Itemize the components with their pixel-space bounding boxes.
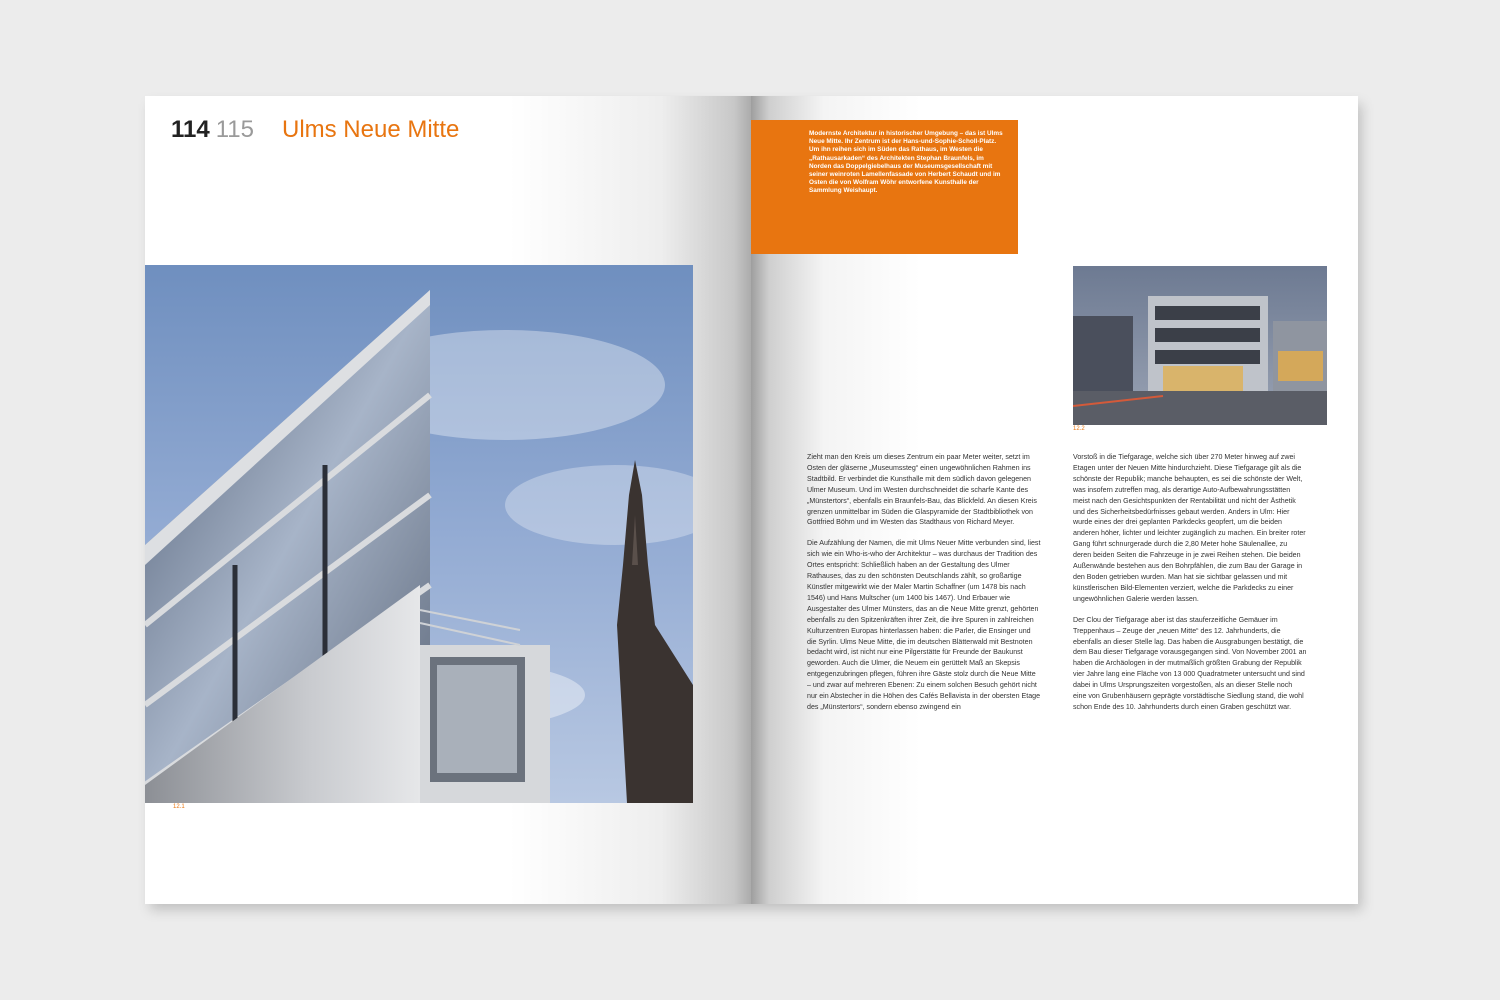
paragraph: Die Aufzählung der Namen, die mit Ulms Neuer Mitte verbunden sind, liest sich wie ein Who-is-who der Architektur – was durchaus der Tradition des Ortes entspricht: Schließlich haben an der Gestaltung des Ulmer Rathauses, das zu den schönsten Deutschlands zählt, so großartige Künstler mitgewirkt wie der Maler Martin Schaffner (um 1478 bis nach 1546) und Hans Multscher (um 1400 bis 1467). Und Erbauer wie Ausgestalter des Ulmer Münsters, das an die Neue Mitte grenzt, gehörten ebenfalls zu den Spitzenkräften ihrer Zeit, die ihre Spuren in zahlreichen Kulturzentren Europas hinterlassen haben: die Parler, die Ensinger und die Syrlin. Ulms Neue Mitte, die im deutschen Blätterwald mit Bestnoten bedacht wird, ist nicht nur eine Pilgerstätte für Freunde der Baukunst geworden. Auch die Ulmer, die Neuem ein gerüttelt Maß an Skepsis entgegenzubringen pflegen, führen ihre Gäste stolz durch die Neue Mitte – und zwar auf mehreren Ebenen: Zu einem solchen Besuch gehört nicht nur ein Abstecher in die Höhen des Cafés Bellavista in der obersten Etage des „Münstertors“, sondern ebenso zwingend ein [807, 539, 1041, 711]
paragraph: Der Clou der Tiefgarage aber ist das stauferzeitliche Gemäuer im Treppenhaus – Zeuge der „neuen Mitte“ des 12. Jahrhunderts, die ebenfalls an dieser Stelle lag. Das haben die Ausgrabungen bestätigt, die dem Bau dieser Tiefgarage vorausgegangen sind. Von November 2001 an haben die Archäologen in der mutmaßlich größten Grabung der Republik vier Jahre lang eine Fläche von 13 000 Quadratmeter untersucht und sind dabei in Ulms Ursprungszeiten vorgestoßen, als an dieser Stelle noch eine von Grubenhäusern geprägte vorstädtische Siedlung stand, die wohl schon Ende des 10. Jahrhunderts durch einen Graben geschützt war. [1073, 615, 1307, 711]
right-page [751, 96, 1358, 904]
page-header [171, 116, 459, 144]
text-column-2 [1073, 452, 1307, 723]
paragraph: Zieht man den Kreis um dieses Zentrum ein paar Meter weiter, setzt im Osten der gläserne „Museumssteg“ einen ungewöhnlichen Rahmen ins Stadtbild. Er verbindet die Kunsthalle mit dem südlich davon gelegenen Ulmer Museum. Und im Westen durchschneidet die scharfe Kante des „Münstertors“, ebenfalls ein Braunfels-Bau, das Blickfeld. An diesen Kreis grenzen unmittelbar im Süden die Glaspyramide der Stadtbibliothek von Gottfried Böhm und im Westen das Stadthaus von Richard Meyer. [807, 453, 1037, 527]
page-number-right: 115 [215, 116, 254, 143]
intro-box [751, 120, 1018, 254]
photo-caption-label: 12.1 [173, 804, 185, 810]
building-facade-photo [145, 265, 693, 803]
neue-mitte-evening-photo [1073, 266, 1327, 425]
page-title: Ulms Neue Mitte [281, 116, 460, 143]
intro-text: Modernste Architektur in historischer Umgebung – das ist Ulms Neue Mitte. Ihr Zentrum ist der Hans-und-Sophie-Scholl-Platz. Um ihn reihen sich im Süden das Rathaus, im Westen die „Rathausarkaden“ des Architekten Stephan Braunfels, im Norden das Doppelgiebelhaus der Museumsgesellschaft mit seiner weinroten Lamellenfassade von Herbert Schaudt und im Osten die von Wolfram Wöhr entworfene Kunsthalle der Sammlung Weishaupt. [809, 130, 1003, 195]
small-photo-caption-label: 12.2 [1073, 426, 1085, 432]
left-page [145, 96, 752, 904]
text-column-1 [807, 452, 1041, 723]
page-number-left: 114 [171, 116, 210, 143]
paragraph: Vorstoß in die Tiefgarage, welche sich über 270 Meter hinweg auf zwei Etagen unter der Neuen Mitte hindurchzieht. Diese Tiefgarage gilt als die schönste der Republik; manche behaupten, es sei die schönste der Welt, was insofern zutreffen mag, als derartige Auto-Aufbewahrungsstätten meist nach den Gesichtspunkten der Rentabilität und nicht der Ästhetik und des Sicherheitsbedürfnisses gebaut werden. Anders in Ulm: Hier wurde eines der drei geplanten Parkdecks geopfert, um die beiden anderen höher, lichter und leichter zugänglich zu machen. Ein breiter roter Gang führt schnurgerade durch die 2,80 Meter hohe Säulenallee, zu deren beiden Seiten die Fahrzeuge in je zwei Reihen stehen. Die beiden Außenwände bestehen aus den Bohrpfählen, die zum Bau der Garage in den Boden getrieben wurden. Man hat sie sichtbar gelassen und mit künstlerischen Bild-Elementen verziert, welche die Parkdecks zu einer ungewöhnlichen Galerie werden lassen. [1073, 453, 1306, 603]
